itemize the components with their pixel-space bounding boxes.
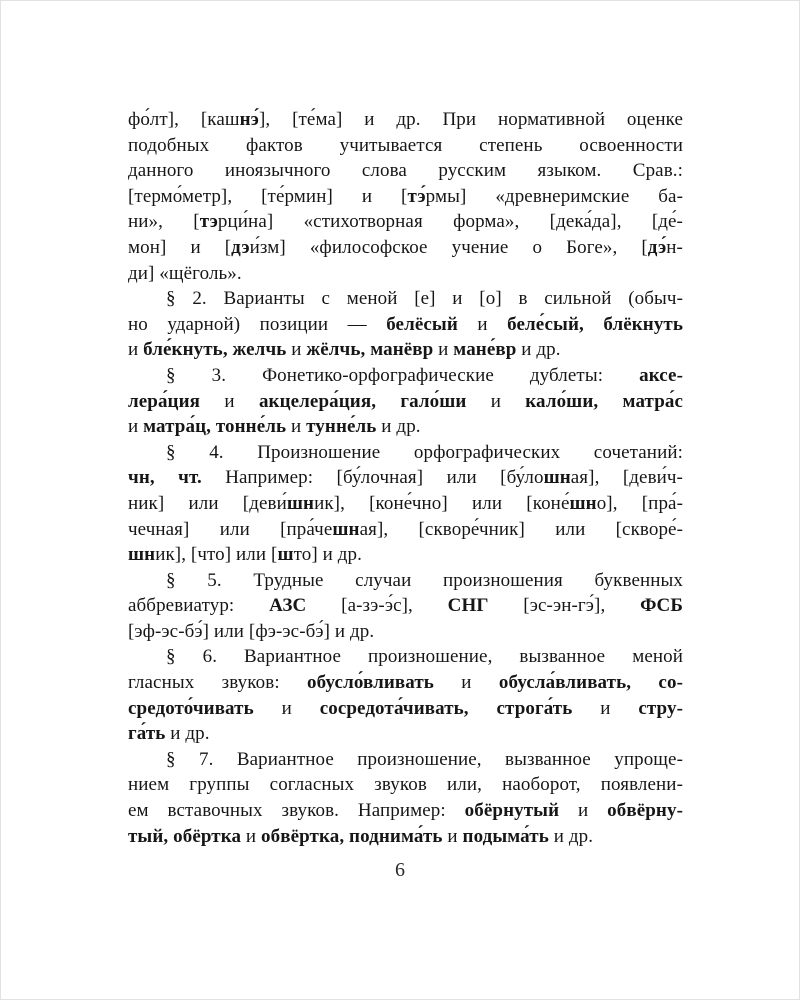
emphasis-text: шн: [332, 518, 360, 540]
body-text: гласных звуков:: [128, 672, 308, 694]
body-text: ая], [деви́ч-: [570, 467, 683, 489]
emphasis-text: матра́ц, тонне́ль: [143, 416, 287, 438]
emphasis-text: обёрнутый: [464, 800, 560, 822]
emphasis-text: шн: [543, 467, 571, 489]
body-text: и: [200, 390, 259, 412]
body-text: [эф-эс-бэ́] или [фэ-эс-бэ́] и др.: [128, 620, 375, 642]
text-line: [128, 312, 683, 338]
body-text: и др.: [165, 723, 210, 745]
text-line: [128, 593, 683, 619]
text-line: [128, 184, 683, 210]
body-text: и: [433, 339, 454, 361]
page-number: 6: [395, 859, 405, 881]
body-text: и др.: [516, 339, 561, 361]
emphasis-text: ш: [277, 544, 294, 566]
body-text: и др.: [548, 825, 594, 847]
text-line: [128, 286, 683, 312]
body-text: о], [пра́-: [596, 492, 684, 514]
body-text: и: [128, 339, 144, 361]
text-line: [128, 542, 683, 568]
emphasis-text: тунне́ль: [306, 416, 377, 438]
emphasis-text: лера́ция: [128, 390, 201, 412]
emphasis-text: бле́кнуть, желчь: [143, 339, 287, 361]
body-text: § 7. Вариантное произношение, вызванное упроще-: [166, 748, 683, 770]
body-text: ик], [коне́чно] или [коне́: [314, 492, 570, 514]
emphasis-text: га́ть: [128, 723, 166, 745]
text-line: [128, 209, 683, 235]
emphasis-text: шн: [286, 492, 315, 514]
text-line: [128, 107, 683, 133]
emphasis-text: акцелера́ция, гало́ши: [258, 390, 467, 412]
text-line: [128, 414, 683, 440]
emphasis-text: обвёртка, поднима́ть: [261, 825, 443, 847]
text-line: [128, 798, 683, 824]
emphasis-text: беле́сый, блёкнуть: [507, 313, 684, 335]
emphasis-text: тый, обёртка: [128, 825, 242, 847]
body-text: и: [241, 825, 262, 847]
text-line: [128, 644, 683, 670]
body-text: чечная] или [пра́че: [128, 518, 333, 540]
emphasis-text: СНГ: [447, 595, 489, 617]
body-text: и: [457, 313, 508, 335]
body-text: и: [572, 697, 639, 719]
body-text: и: [286, 416, 307, 438]
emphasis-text: стру-: [638, 697, 684, 719]
text-line: [128, 389, 683, 415]
body-text: рмы] «древнеримские ба-: [425, 185, 684, 207]
text-block: [128, 107, 683, 849]
emphasis-text: жёлчь, манёвр: [306, 339, 434, 361]
body-text: и: [128, 416, 144, 438]
emphasis-text: нэ́: [239, 109, 259, 130]
body-text: но ударной) позиции —: [128, 313, 387, 335]
text-line: [128, 465, 683, 491]
text-line: [128, 261, 683, 287]
body-text: и др.: [376, 416, 421, 438]
emphasis-text: мане́вр: [453, 339, 517, 361]
text-line: [128, 491, 683, 517]
body-text: и́зм] «философское учение о Боге», [: [249, 236, 648, 258]
body-text: § 4. Произношение орфографических сочетаний:: [166, 441, 683, 463]
emphasis-text: кало́ши, матра́с: [525, 390, 684, 412]
body-text: § 3. Фонетико-орфографические дублеты:: [166, 364, 640, 386]
text-line: [128, 440, 683, 466]
text-line: [128, 772, 683, 798]
emphasis-text: белёсый: [386, 313, 458, 335]
emphasis-text: шн: [128, 544, 156, 566]
emphasis-text: подыма́ть: [462, 825, 549, 847]
emphasis-text: шн: [569, 492, 597, 514]
body-text: то] и др.: [293, 544, 362, 566]
body-text: и: [286, 339, 307, 361]
emphasis-text: обусло́вливать: [307, 672, 434, 694]
text-line: [128, 568, 683, 594]
emphasis-text: тэ: [199, 211, 218, 233]
body-text: и: [442, 825, 463, 847]
body-text: и: [253, 697, 320, 719]
body-text: рци́на] «стихотворная форма», [дека́да], [де́-: [217, 211, 683, 233]
emphasis-text: тэ́: [407, 185, 426, 207]
emphasis-text: ФСБ: [640, 595, 683, 617]
body-text: ая], [скворе́чник] или [скворе́-: [359, 518, 684, 540]
text-line: [128, 696, 683, 722]
text-line: [128, 747, 683, 773]
text-line: [128, 721, 683, 747]
body-text: и: [433, 672, 499, 694]
body-text: ни», [: [128, 211, 200, 233]
emphasis-text: чн, чт.: [128, 467, 202, 489]
body-text: мон] и [: [128, 236, 232, 258]
emphasis-text: АЗС: [269, 595, 307, 617]
body-text: Например: [бу́лочная] или [бу́ло: [201, 467, 544, 489]
body-text: § 6. Вариантное произношение, вызванное меной: [166, 646, 683, 668]
text-line: [128, 133, 683, 159]
text-line: [128, 517, 683, 543]
text-line: [128, 337, 683, 363]
body-text: ик], [что] или [: [155, 544, 278, 566]
body-text: [эс-эн-гэ́],: [488, 595, 641, 617]
emphasis-text: сосредота́чивать, строга́ть: [319, 697, 573, 719]
body-text: и: [559, 800, 608, 822]
emphasis-text: дэ́: [647, 236, 667, 258]
text-line: [128, 363, 683, 389]
body-text: ем вставочных звуков. Например:: [128, 800, 465, 822]
text-line: [128, 670, 683, 696]
body-text: § 2. Варианты с меной [е] и [о] в сильной (обыч-: [166, 288, 683, 310]
body-text: фо́лт], [каш: [128, 109, 240, 130]
body-text: нием группы согласных звуков или, наоборот, появлени-: [128, 774, 683, 796]
body-text: подобных фактов учитывается степень освоенности: [128, 134, 683, 156]
body-text: ник] или [деви́: [128, 492, 287, 514]
body-text: и: [466, 390, 526, 412]
body-text: § 5. Трудные случаи произношения буквенных: [166, 569, 683, 591]
emphasis-text: средото́чивать: [128, 697, 254, 719]
emphasis-text: обвёрну-: [607, 800, 684, 822]
body-text: ди] «щёголь».: [128, 262, 242, 284]
text-line: [128, 158, 683, 184]
text-line: [128, 824, 683, 850]
text-line: [128, 619, 683, 645]
emphasis-text: аксе-: [639, 364, 683, 386]
emphasis-text: дэ: [231, 236, 250, 258]
body-text: данного иноязычного слова русским языком. Срав.:: [128, 160, 683, 182]
body-text: [а-зэ-э́с],: [306, 595, 448, 617]
body-text: ], [те́ма] и др. При нормативной оценке: [258, 109, 683, 130]
text-line: [128, 235, 683, 261]
body-text: н-: [666, 236, 683, 258]
emphasis-text: обусла́вливать, со-: [498, 672, 683, 694]
body-text: аббревиатур:: [128, 595, 270, 617]
body-text: [термо́метр], [те́рмин] и [: [128, 185, 408, 207]
